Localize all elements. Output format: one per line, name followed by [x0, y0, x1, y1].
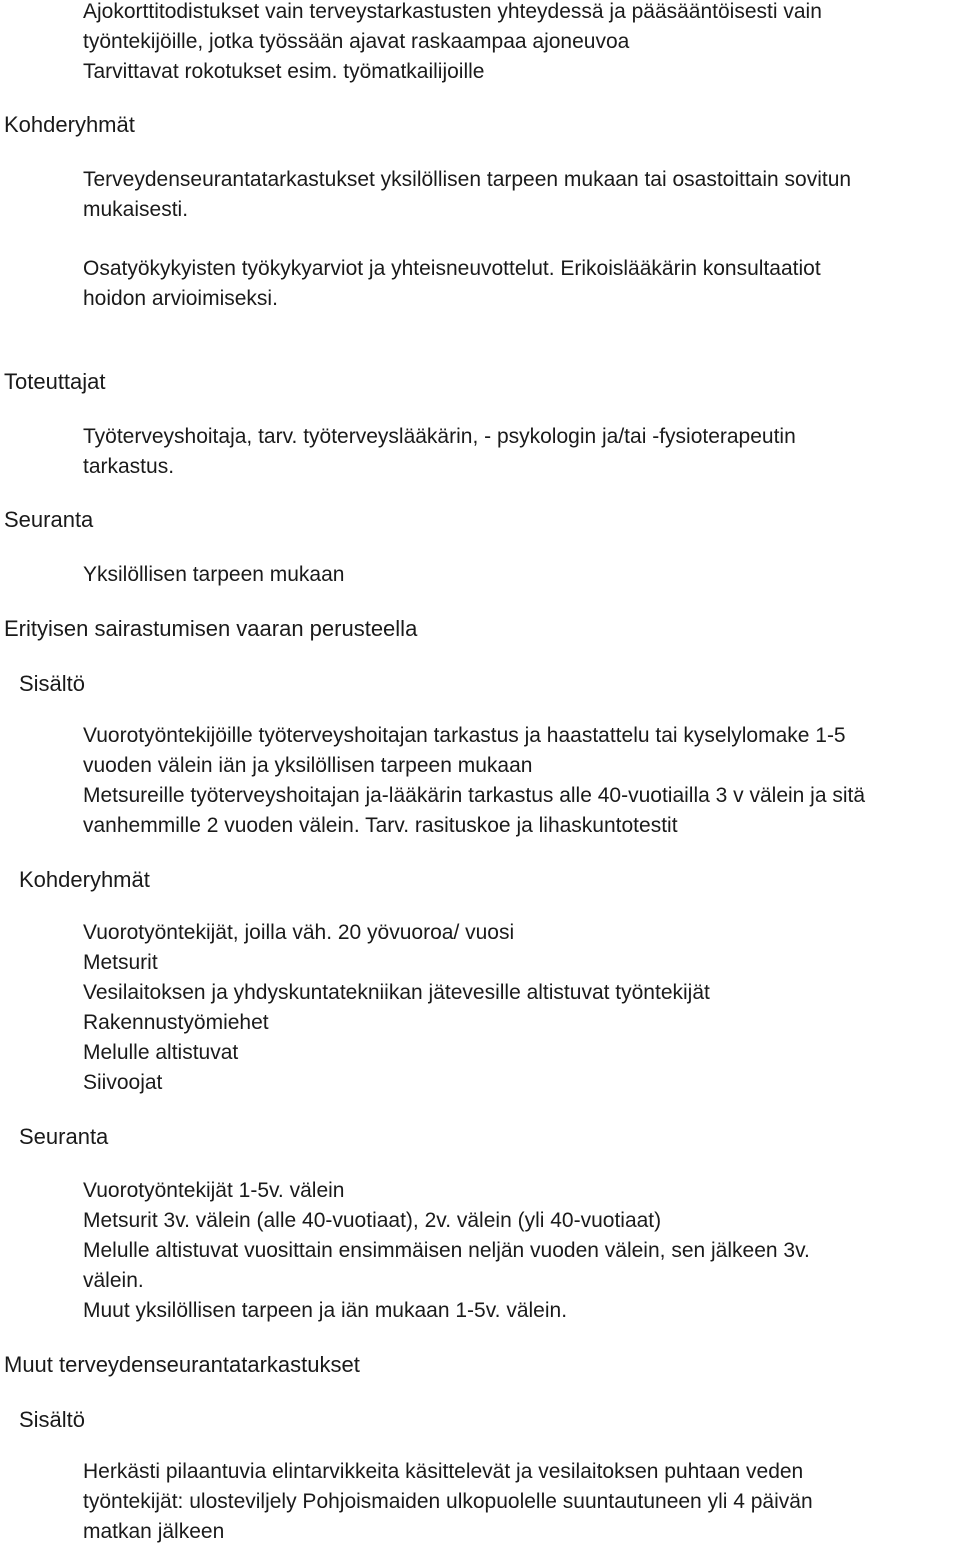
text-line: Tarvittavat rokotukset esim. työmatkailijoille	[83, 60, 485, 83]
list-item: Metsurit	[83, 951, 158, 974]
toteuttajat-paragraph	[83, 422, 955, 482]
list-item: Metsurit 3v. välein (alle 40-vuotiaat), 2v. välein (yli 40-vuotiaat)	[83, 1209, 662, 1232]
list-item: Muut yksilöllisen tarpeen ja iän mukaan 1-5v. välein.	[83, 1299, 568, 1322]
sisalto-paragraph	[83, 721, 955, 841]
text-line: Vuorotyöntekijöille työterveyshoitajan tarkastus ja haastattelu tai kyselylomake 1-5	[83, 724, 846, 747]
text-line: Terveydenseurantatarkastukset yksilöllisen tarpeen mukaan tai osastoittain sovitun	[83, 168, 852, 191]
section-title: Erityisen sairastumisen vaaran perusteella	[4, 616, 418, 641]
section-title: Muut terveydenseurantatarkastukset	[4, 1352, 360, 1377]
text-line: vuoden välein iän ja yksilöllisen tarpeen mukaan	[83, 754, 533, 777]
text-line: Ajokorttitodistukset vain terveystarkastusten yhteydessä ja pääsääntöisesti vain	[83, 0, 822, 23]
sisalto-label: Sisältö	[19, 671, 86, 696]
list-item: Siivoojat	[83, 1071, 163, 1094]
text-line: Yksilöllisen tarpeen mukaan	[83, 563, 345, 586]
seuranta-paragraph	[83, 560, 955, 590]
text-line: vanhemmille 2 vuoden välein. Tarv. rasituskoe ja lihaskuntotestit	[83, 814, 678, 837]
text-line: Metsureille työterveyshoitajan ja-lääkärin tarkastus alle 40-vuotiailla 3 v välein ja sitä	[83, 784, 866, 807]
list-item: Vuorotyöntekijät 1-5v. välein	[83, 1179, 345, 1202]
list-item: Rakennustyömiehet	[83, 1011, 269, 1034]
list-item: Melulle altistuvat	[83, 1041, 239, 1064]
text-line: hoidon arvioimiseksi.	[83, 287, 278, 310]
toteuttajat-label: Toteuttajat	[4, 369, 106, 394]
text-line: matkan jälkeen	[83, 1520, 225, 1543]
kohderyhmat-label: Kohderyhmät	[4, 112, 135, 137]
list-item: Vuorotyöntekijät, joilla väh. 20 yövuoroa/ vuosi	[83, 921, 515, 944]
text-line: työntekijöille, jotka työssään ajavat raskaampaa ajoneuvoa	[83, 30, 630, 53]
text-line: Herkästi pilaantuvia elintarvikkeita käsittelevät ja vesilaitoksen puhtaan veden	[83, 1460, 804, 1483]
kohderyhmat-paragraph-1	[83, 165, 955, 225]
sisalto-label: Sisältö	[19, 1407, 86, 1432]
list-item: Melulle altistuvat vuosittain ensimmäisen neljän vuoden välein, sen jälkeen 3v.	[83, 1239, 810, 1262]
kohderyhmat-paragraph-2	[83, 254, 955, 314]
kohderyhmat-label: Kohderyhmät	[19, 867, 150, 892]
text-line: tarkastus.	[83, 455, 175, 478]
kohderyhmat-list	[83, 918, 955, 1098]
seuranta-label: Seuranta	[19, 1124, 109, 1149]
text-line: mukaisesti.	[83, 198, 189, 221]
seuranta-list	[83, 1176, 955, 1326]
seuranta-label: Seuranta	[4, 507, 94, 532]
sisalto-paragraph	[83, 1457, 955, 1547]
text-line: työntekijät: ulosteviljely Pohjoismaiden ulkopuolelle suuntautuneen yli 4 päivän	[83, 1490, 813, 1513]
text-line: Työterveyshoitaja, tarv. työterveyslääkärin, - psykologin ja/tai -fysioterapeutin	[83, 425, 796, 448]
list-item: Vesilaitoksen ja yhdyskuntatekniikan jätevesille altistuvat työntekijät	[83, 981, 710, 1004]
list-item: välein.	[83, 1269, 144, 1292]
intro-paragraph	[83, 0, 955, 87]
text-line: Osatyökykyisten työkykyarviot ja yhteisneuvottelut. Erikoislääkärin konsultaatiot	[83, 257, 821, 280]
